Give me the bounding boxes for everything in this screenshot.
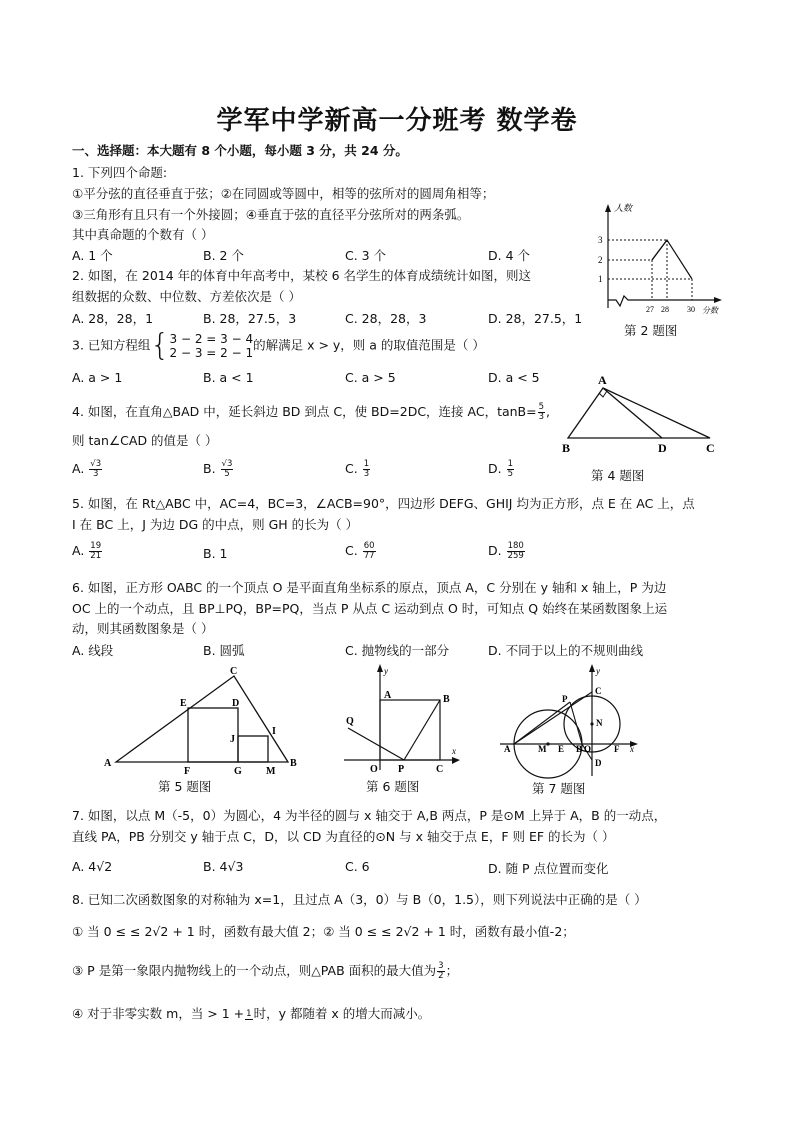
q6-option-a: A. 线段 [72,643,114,658]
q3-sys-row2: 2 − 3 = 2 − 1 [169,346,254,360]
q1-line1: ①平分弦的直径垂直于弦；②在同圆或等圆中，相等的弦所对的圆周角相等； [72,186,495,201]
q2-x-tick-28: 28 [661,305,669,314]
q2-y-axis-label: 人数 [614,203,633,213]
q6-option-d: D. 不同于以上的不规则曲线 [488,643,644,658]
q1-option-d: D. 4 个 [488,248,530,263]
q6-option-c: C. 抛物线的一部分 [345,643,450,658]
svg-text:y: y [596,666,600,676]
svg-text:x: x [630,744,634,754]
q8-item3-fraction: $\frac{3}{2}$ [438,961,444,981]
svg-text:M: M [538,744,547,754]
q7-line2: 直线 PA，PB 分别交 y 轴于点 C，D，以 CD 为直径的⊙N 与 x 轴交于点 E，F 则 EF 的长为（ ） [72,829,615,844]
q4-option-a: A. $\frac{√3}{3}$ [72,459,102,479]
q8-item1: ① 当 0 ≤ ≤ 2√2 + 1 时，函数有最大值 2；② 当 0 ≤ ≤ 2√2 + 1 时，函数有最小值-2； [72,924,575,939]
q5-option-b: B. 1 [203,546,228,561]
q2-caption: 第 2 题图 [624,323,678,338]
svg-text:E: E [558,744,565,754]
q2-y-tick-1: 1 [598,274,603,284]
q2-option-a: A. 28，28，1 [72,311,154,326]
q4-label-b: B [562,441,571,455]
svg-text:x: x [452,746,456,756]
q4-option-d: D. $\frac{1}{5}$ [488,459,514,479]
q6-line3: 动，则其函数图象是（ ） [72,621,214,636]
svg-text:y: y [384,666,388,676]
q2-x-axis-label: 分数 [702,306,718,315]
q3-sys-row1: 3 − 2 = 3 − 4 [169,332,254,346]
q5-caption: 第 5 题图 [158,779,212,794]
q8-item4: ④ 对于非零实数 m，当 > 1 + 1 时，y 都随着 x 的增大而减小。 [72,1006,431,1021]
page-title: 学军中学新高一分班考 数学卷 [216,106,578,136]
q2-option-b: B. 28，27.5，3 [203,311,297,326]
q4-label-d: D [658,441,667,455]
q7-option-c: C. 6 [345,859,370,874]
q5-line2: I 在 BC 上，J 为边 DG 的中点，则 GH 的长为（ ） [72,517,359,532]
q2-figure [590,200,730,320]
q2-line2: 组数据的众数、中位数、方差依次是（ ） [72,289,301,304]
q1-option-b: B. 2 个 [203,248,244,263]
svg-text:M: M [266,766,276,777]
q7-figure [496,662,642,782]
q4-caption: 第 4 题图 [591,468,645,483]
svg-text:P: P [398,764,405,775]
q1-option-c: C. 3 个 [345,248,387,263]
q3-brace: { [150,328,170,363]
q4-label-c: C [706,441,715,455]
q1-stem: 1. 下列四个命题: [72,165,168,180]
svg-text:B: B [443,694,450,705]
q4-label-a: A [598,373,607,387]
svg-text:A: A [104,758,112,769]
q7-option-b: B. 4√3 [203,859,244,874]
q4-option-b: B. $\frac{√3}{5}$ [203,459,233,479]
q5-option-a: A. $\frac{19}{21}$ [72,541,102,561]
q5-option-c: C. $\frac{60}{77}$ [345,541,375,561]
q4-line2: 则 tan∠CAD 的值是（ ） [72,433,218,448]
q2-y-tick-2: 2 [598,255,603,265]
q4-line1-text: 4. 如图，在直角△BAD 中，延长斜边 BD 到点 C，使 BD=2DC，连接 AC，tanB= [72,404,537,419]
q8-item3: ③ P 是第一象限内抛物线上的一个动点，则△PAB 面积的最大值为 $\frac{3}{2}$ ； [72,961,459,981]
q3-system [170,332,254,360]
q7-option-a: A. 4√2 [72,859,113,874]
svg-text:B: B [290,758,297,769]
q1-line3: 其中真命题的个数有（ ） [72,227,214,242]
q4-tan-fraction: $\frac{5}{3}$ [538,402,545,422]
svg-text:F: F [184,766,191,777]
q7-line1: 7. 如图，以点 M（-5，0）为圆心，4 为半径的圆与 x 轴交于 A,B 两点，P 是⊙M 上异于 A，B 的一动点， [72,808,667,823]
q8-line1: 8. 已知二次函数图象的对称轴为 x=1，且过点 A（3，0）与 B（0，1.5），则下列说法中正确的是（ ） [72,892,647,907]
q4-line1: 4. 如图，在直角△BAD 中，延长斜边 BD 到点 C，使 BD=2DC，连接 AC，tanB= $\frac{5}{3}$ , [72,402,551,422]
svg-text:C: C [230,666,238,677]
q3-option-d: D. a < 5 [488,370,540,385]
q4-figure [558,372,730,458]
svg-text:A: A [504,744,511,754]
svg-text:G: G [234,766,242,777]
svg-text:B: B [576,744,583,754]
section-heading: 一、选择题：本大题有 8 个小题，每小题 3 分，共 24 分。 [72,143,408,158]
svg-text:D: D [595,758,602,768]
svg-text:O: O [584,744,592,754]
svg-text:Q: Q [346,716,354,727]
q1-line2: ③三角形有且只有一个外接圆；④垂直于弦的直径平分弦所对的两条弧。 [72,207,470,222]
svg-text:D: D [232,698,240,709]
q3-option-c: C. a > 5 [345,370,396,385]
q6-option-b: B. 圆弧 [203,643,245,658]
q3-prefix: 3. 已知方程组 [72,337,151,353]
svg-text:N: N [596,718,603,728]
svg-text:J: J [230,734,235,745]
q3-suffix: 的解满足 x > y，则 a 的取值范围是（ ） [253,337,485,353]
q2-option-c: C. 28，28，3 [345,311,427,326]
q7-option-d: D. 随 P 点位置而变化 [488,861,609,876]
q6-figure [338,662,468,780]
q3-option-a: A. a > 1 [72,370,123,385]
q3-option-b: B. a < 1 [203,370,254,385]
q2-x-tick-27: 27 [646,305,654,314]
q6-line2: OC 上的一个动点，且 BP⊥PQ，BP=PQ，当点 P 从点 C 运动到点 O 时，可知点 Q 始终在某函数图象上运 [72,601,668,616]
q7-caption: 第 7 题图 [532,781,586,796]
svg-text:I: I [272,726,276,737]
q5-option-d: D. $\frac{180}{259}$ [488,541,524,561]
q5-line1: 5. 如图，在 Rt△ABC 中，AC=4，BC=3，∠ACB=90°，四边形 DEFG、GHIJ 均为正方形，点 E 在 AC 上，点 [72,496,695,511]
svg-text:E: E [180,698,187,709]
svg-text:P: P [562,694,568,704]
svg-text:F: F [614,744,620,754]
svg-text:C: C [595,686,602,696]
svg-text:A: A [384,690,392,701]
q5-figure [102,662,302,778]
q3-line [72,328,485,363]
q8-item4-fraction: 1 [246,1008,252,1019]
q2-x-tick-30: 30 [687,305,695,314]
svg-text:C: C [436,764,444,775]
q4-option-c: C. $\frac{1}{3}$ [345,459,370,479]
q6-line1: 6. 如图，正方形 OABC 的一个顶点 O 是平面直角坐标系的原点，顶点 A，C 分别在 y 轴和 x 轴上，P 为边 [72,580,667,595]
q2-option-d: D. 28，27.5，1 [488,311,583,326]
q6-caption: 第 6 题图 [366,779,420,794]
svg-text:O: O [370,764,378,775]
q1-option-a: A. 1 个 [72,248,113,263]
q2-y-tick-3: 3 [598,235,603,245]
q2-line1: 2. 如图，在 2014 年的体育中年高考中，某校 6 名学生的体育成绩统计如图，则这 [72,268,532,283]
